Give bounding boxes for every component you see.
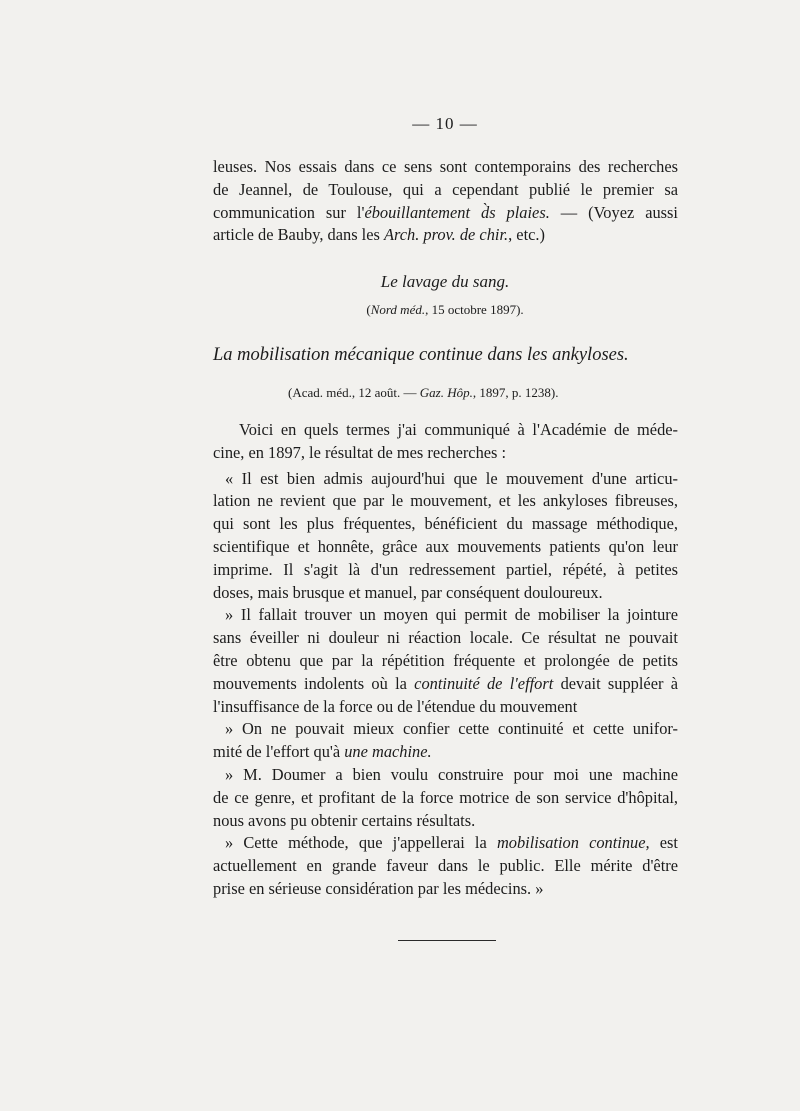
text-line (213, 202, 678, 225)
text-line: nous avons pu obtenir certains résultats. (213, 810, 476, 830)
text-line: scientifique et honnête, grâce aux mouvements patients qu'on leur (213, 536, 678, 556)
italic-span: ébouillantement d̀s plaies. (364, 202, 550, 222)
section-title-lavage: Le lavage du sang. (380, 272, 510, 291)
section-reference-lavage (0, 302, 800, 318)
text-line: sans éveiller ni douleur ni réaction locale. Ce résultat ne pouvait (213, 628, 678, 648)
text-line: actuellement en grande faveur dans le public. Elle mérite d'être (213, 856, 678, 876)
text-line: de Jeannel, de Toulouse, qui a cependant publié le premier sa (213, 179, 678, 199)
text-span: communication sur l' (213, 202, 365, 222)
text-line: de ce genre, et profitant de la force motrice de son service d'hôpital, (213, 787, 678, 807)
text-line (213, 741, 678, 764)
text-line (213, 673, 678, 696)
italic-span: continuité de l'effort (414, 673, 554, 693)
text-span: — (Voyez aussi (549, 202, 678, 222)
italic-span: une machine. (344, 742, 432, 762)
italic-span: Arch. prov. de chir. (383, 225, 509, 245)
italic-span: Gaz. Hôp. (419, 385, 473, 400)
text-line: » Il fallait trouver un moyen qui permit de mobiliser la jointure (225, 605, 678, 625)
text-span: , 15 octobre 1897). (425, 302, 524, 317)
text-line: qui sont les plus fréquentes, bénéficient du massage méthodique, (213, 514, 678, 534)
text-line: » M. Doumer a bien voulu construire pour moi une machine (225, 764, 678, 784)
text-line: doses, mais brusque et manuel, par conséquent douloureux. (213, 582, 603, 602)
page-number: — 10 — (412, 114, 478, 133)
text-span: , 1897, p. 1238). (472, 385, 559, 400)
italic-span: mobilisation continue, (496, 833, 650, 853)
intro-paragraph (213, 156, 678, 247)
end-rule (398, 940, 496, 941)
text-line: lation ne revient que par le mouvement, et les ankyloses fibreuses, (213, 491, 678, 511)
text-span: » Cette méthode, que j'appellerai la (225, 833, 497, 853)
text-span: mité de l'effort qu'à (213, 742, 345, 762)
text-span: article de Bauby, dans les (213, 225, 384, 245)
section-reference-mobilisation (288, 385, 688, 401)
text-span: mouvements indolents où la (213, 673, 415, 693)
text-span: est (649, 833, 678, 853)
text-line: imprime. Il s'agit là d'un redressement partiel, répété, à petites (213, 559, 678, 579)
text-line: leuses. Nos essais dans ce sens sont contemporains des recherches (213, 157, 678, 176)
section-title-mobilisation: La mobilisation mécanique continue dans les ankyloses. (213, 345, 629, 365)
text-line (213, 832, 678, 855)
text-line (213, 224, 678, 247)
text-line: l'insuffisance de la force ou de l'étendue du mouvement (213, 696, 578, 716)
text-line: prise en sérieuse considération par les médecins. » (213, 878, 544, 898)
text-line: Voici en quels termes j'ai communiqué à l'Académie de méde- (239, 420, 678, 439)
italic-span: Nord méd. (370, 302, 426, 317)
text-line: » On ne pouvait mieux confier cette continuité et cette unifor- (225, 719, 678, 739)
text-line: être obtenu que par la répétition fréquente et prolongée de petits (213, 650, 678, 670)
text-span: (Acad. méd., 12 août. — (288, 385, 420, 400)
text-line: « Il est bien admis aujourd'hui que le mouvement d'une articu- (225, 468, 678, 488)
text-span: devait suppléer à (553, 673, 678, 693)
text-line: cine, en 1897, le résultat de mes recherches : (213, 442, 507, 462)
text-span: ( (366, 302, 371, 317)
body-text (213, 419, 678, 901)
text-span: , etc.) (508, 225, 545, 245)
